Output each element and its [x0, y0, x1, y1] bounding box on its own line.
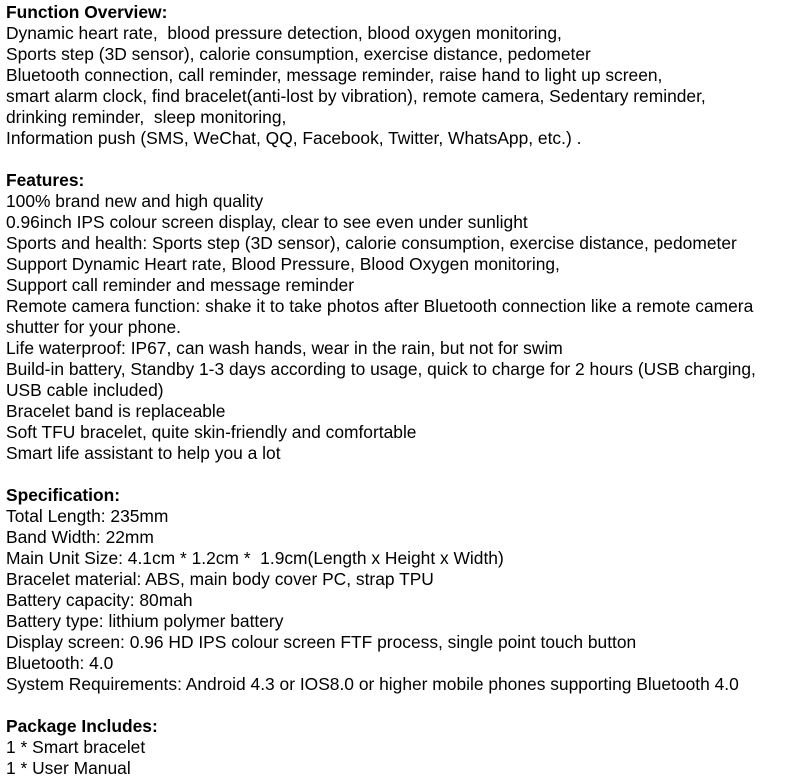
features-line: Soft TFU bracelet, quite skin-friendly and comfortable [6, 422, 417, 442]
features-line: Build-in battery, Standby 1-3 days according to usage, quick to charge for 2 hours (USB charging, [6, 359, 756, 379]
function-overview-line: Dynamic heart rate, blood pressure detection, blood oxygen monitoring, [6, 23, 562, 43]
product-description-document [6, 2, 802, 779]
features-line: Support Dynamic Heart rate, Blood Pressure, Blood Oxygen monitoring, [6, 254, 560, 274]
features-line: Sports and health: Sports step (3D sensor), calorie consumption, exercise distance, pedometer [6, 233, 737, 253]
features-section [6, 170, 802, 464]
specification-line: Main Unit Size: 4.1cm * 1.2cm * 1.9cm(Length x Height x Width) [6, 548, 504, 568]
specification-line: Battery capacity: 80mah [6, 590, 193, 610]
features-line: USB cable included) [6, 380, 164, 400]
package-includes-line: 1 * User Manual [6, 758, 131, 778]
function-overview-line: Sports step (3D sensor), calorie consumption, exercise distance, pedometer [6, 44, 591, 64]
specification-line: Bluetooth: 4.0 [6, 653, 114, 673]
specification-heading: Specification: [6, 485, 121, 505]
package-includes-line: 1 * Smart bracelet [6, 737, 146, 757]
specification-line: System Requirements: Android 4.3 or IOS8.0 or higher mobile phones supporting Bluetooth 4.0 [6, 674, 739, 694]
function-overview-line: Information push (SMS, WeChat, QQ, Facebook, Twitter, WhatsApp, etc.) . [6, 128, 582, 148]
function-overview-section [6, 2, 802, 149]
specification-line: Band Width: 22mm [6, 527, 154, 547]
specification-line: Bracelet material: ABS, main body cover PC, strap TPU [6, 569, 434, 589]
features-line: shutter for your phone. [6, 317, 181, 337]
features-line: Remote camera function: shake it to take photos after Bluetooth connection like a remote camera [6, 296, 754, 316]
specification-line: Battery type: lithium polymer battery [6, 611, 284, 631]
features-line: Support call reminder and message reminder [6, 275, 354, 295]
features-line: Smart life assistant to help you a lot [6, 443, 281, 463]
function-overview-line: drinking reminder, sleep monitoring, [6, 107, 287, 127]
function-overview-line: Bluetooth connection, call reminder, message reminder, raise hand to light up screen, [6, 65, 663, 85]
specification-line: Display screen: 0.96 HD IPS colour screen FTF process, single point touch button [6, 632, 637, 652]
features-line: 0.96inch IPS colour screen display, clear to see even under sunlight [6, 212, 528, 232]
features-line: 100% brand new and high quality [6, 191, 264, 211]
specification-section [6, 485, 802, 695]
features-heading: Features: [6, 170, 85, 190]
function-overview-line: smart alarm clock, find bracelet(anti-lost by vibration), remote camera, Sedentary reminder, [6, 86, 706, 106]
package-includes-section [6, 716, 802, 779]
function-overview-heading: Function Overview: [6, 2, 168, 22]
features-line: Bracelet band is replaceable [6, 401, 226, 421]
package-includes-heading: Package Includes: [6, 716, 158, 736]
features-line: Life waterproof: IP67, can wash hands, wear in the rain, but not for swim [6, 338, 563, 358]
specification-line: Total Length: 235mm [6, 506, 169, 526]
